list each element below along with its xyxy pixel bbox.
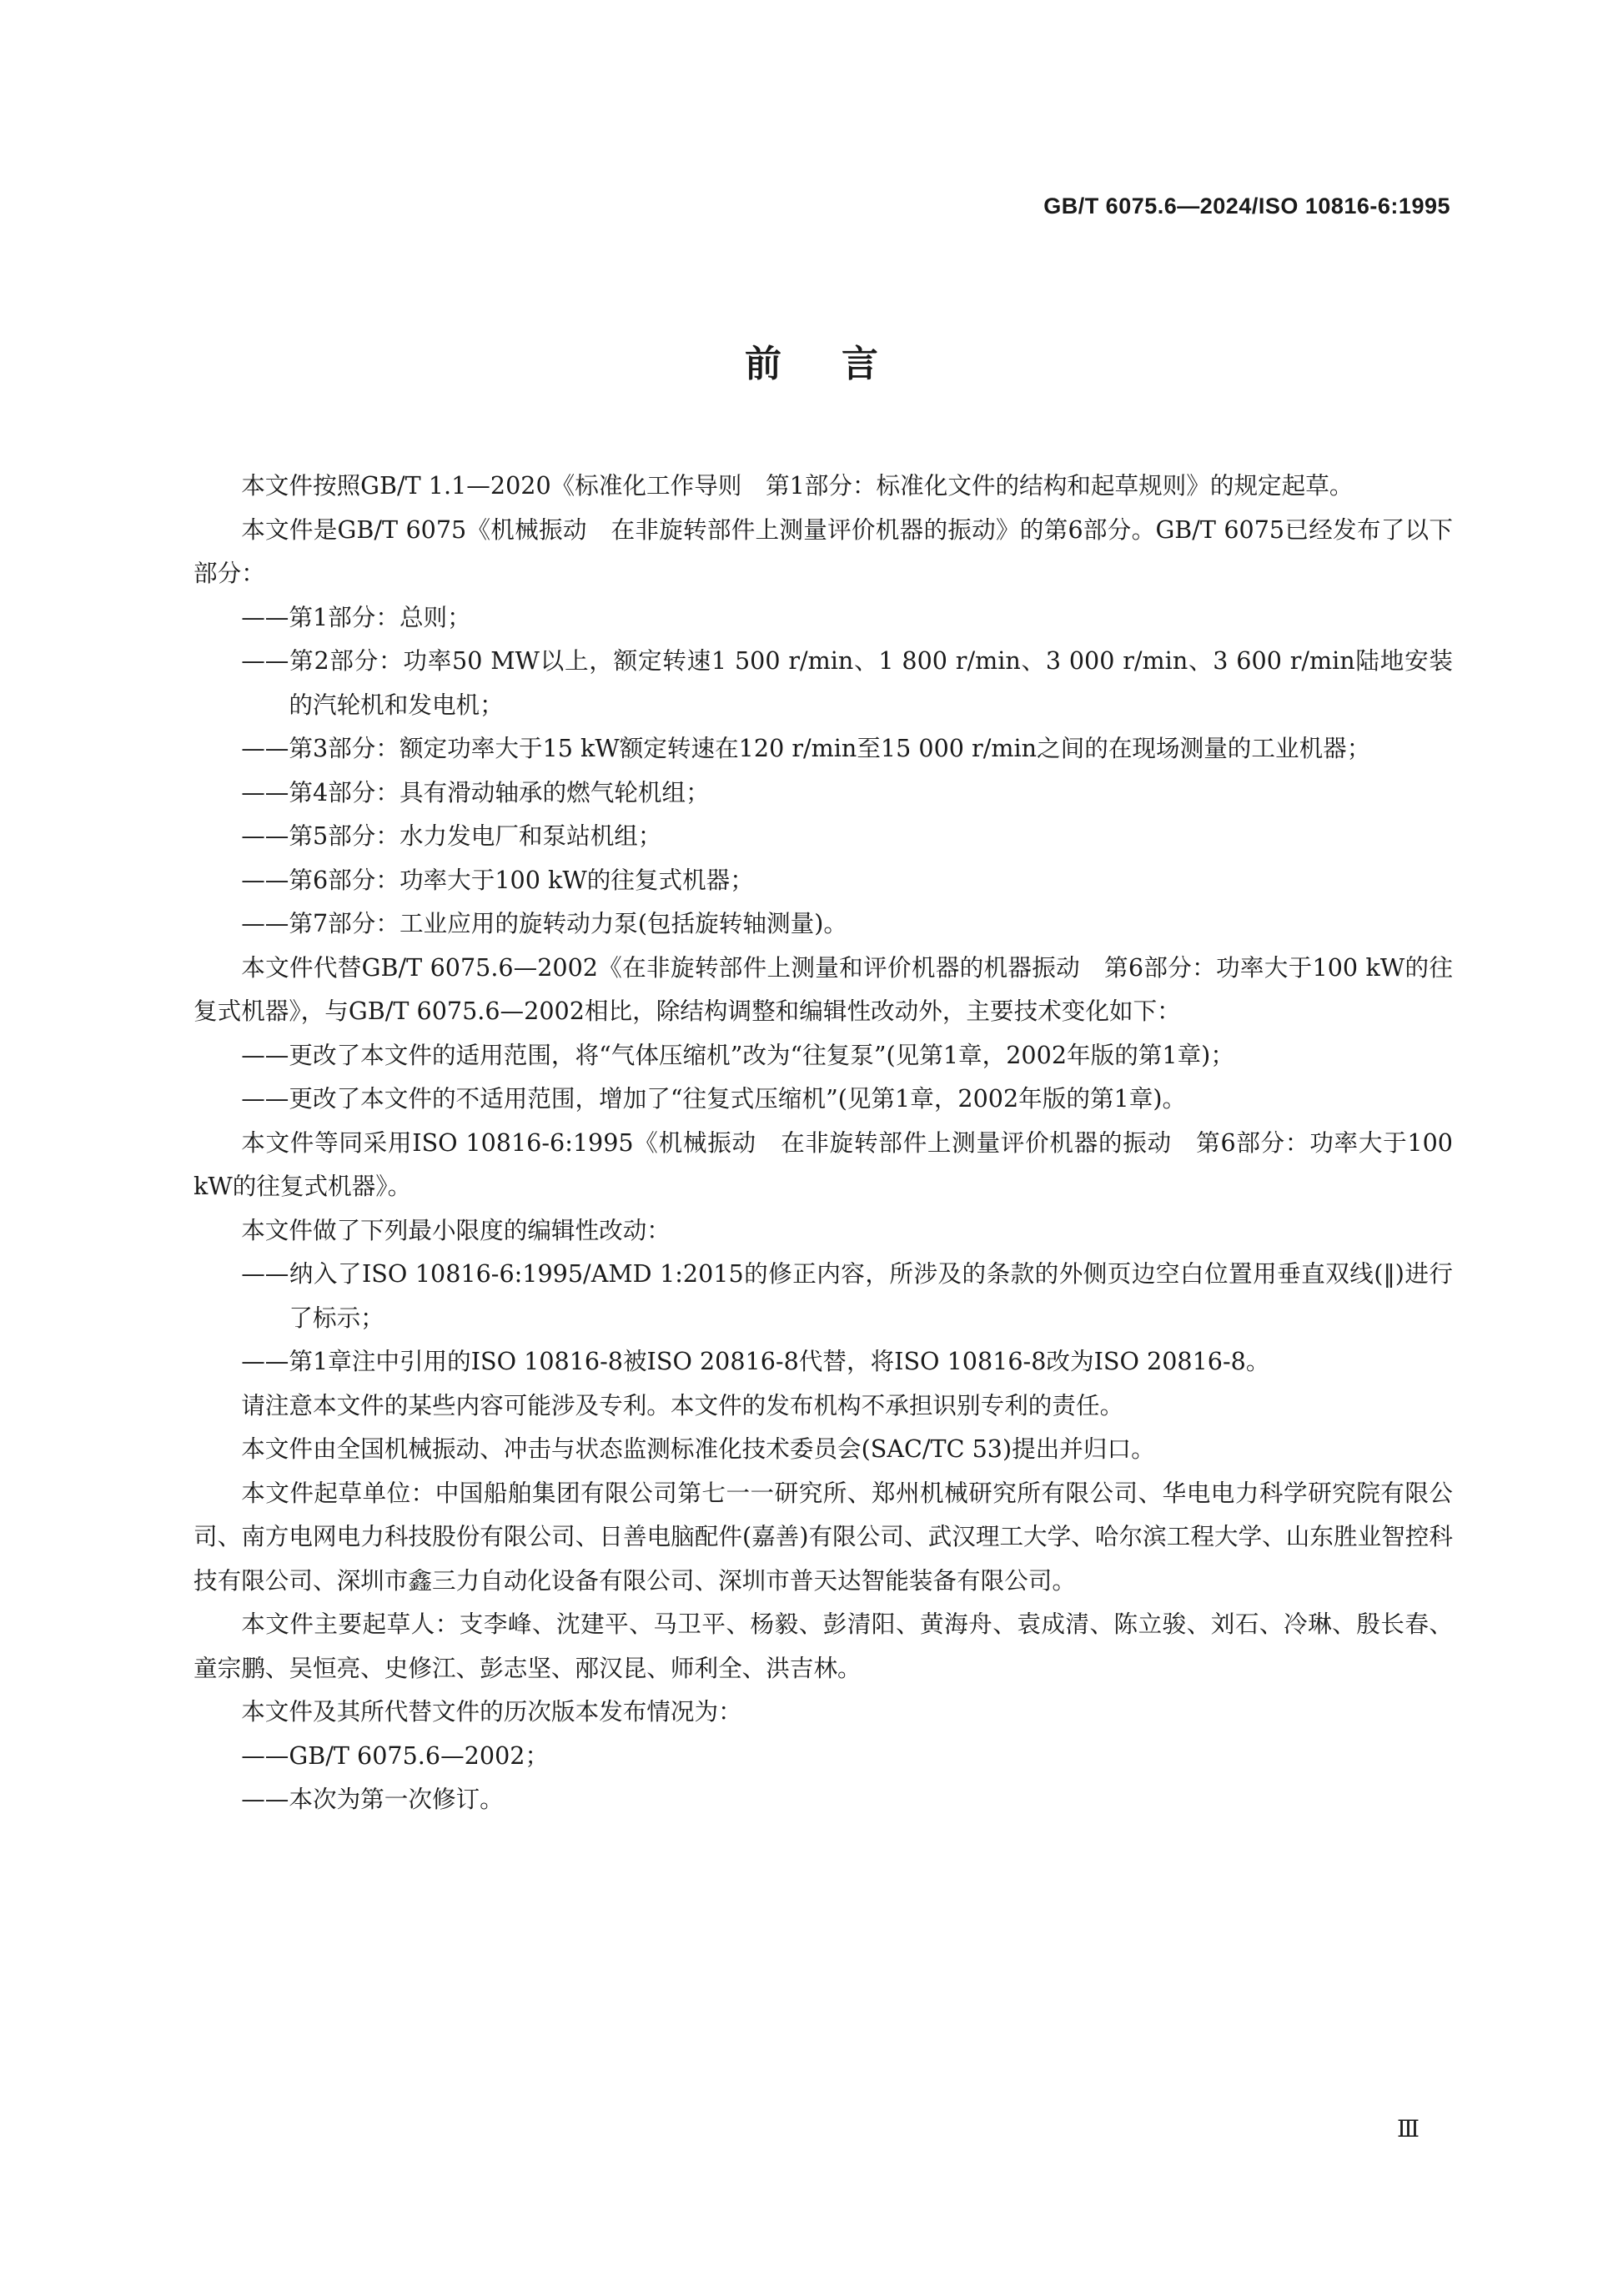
paragraph-editorial-changes: 本文件做了下列最小限度的编辑性改动： xyxy=(241,1215,671,1244)
list-item-first-revision: ——本次为第一次修订。 xyxy=(241,1785,504,1813)
paragraph-drafting-basis: 本文件按照GB/T 1.1—2020《标准化工作导则 第1部分：标准化文件的结构和起草规则》的规定起草。 xyxy=(241,471,1354,500)
list-item-change-exclusion: ——更改了本文件的不适用范围，增加了“往复式压缩机”(见第1章，2002年版的第1章)。 xyxy=(241,1084,1187,1113)
paragraph-version-history: 本文件及其所代替文件的历次版本发布情况为： xyxy=(241,1697,742,1726)
list-item-part-5: ——第5部分：水力发电厂和泵站机组； xyxy=(241,821,662,850)
paragraph-replacement: 本文件代替GB/T 6075.6—2002《在非旋转部件上测量和评价机器的机器振动 第6部分：功率大于100 kW的往复式机器》，与GB/T 6075.6—2002相比，除结构调整和编辑性改动外，主要技术变化如下： xyxy=(193,952,1453,1025)
list-item-part-4: ——第4部分：具有滑动轴承的燃气轮机组； xyxy=(241,777,710,806)
preface-body xyxy=(193,464,1453,1821)
document-code: GB/T 6075.6—2024/ISO 10816-6:1995 xyxy=(1043,193,1450,219)
paragraph-series-intro: 本文件是GB/T 6075《机械振动 在非旋转部件上测量评价机器的振动》的第6部分。GB/T 6075已经发布了以下部分： xyxy=(193,515,1453,587)
paragraph-patent-notice: 请注意本文件的某些内容可能涉及专利。本文件的发布机构不承担识别专利的责任。 xyxy=(241,1390,1124,1419)
list-item-part-6: ——第6部分：功率大于100 kW的往复式机器； xyxy=(241,865,754,894)
paragraph-committee: 本文件由全国机械振动、冲击与状态监测标准化技术委员会(SAC/TC 53)提出并归口。 xyxy=(241,1434,1155,1463)
list-item-amendment: ——纳入了ISO 10816-6:1995/AMD 1:2015的修正内容，所涉及的条款的外侧页边空白位置用垂直双线(‖)进行了标示； xyxy=(241,1259,1453,1332)
list-item-change-scope: ——更改了本文件的适用范围，将“气体压缩机”改为“往复泵”(见第1章，2002年版的第1章)； xyxy=(241,1040,1234,1069)
list-item-part-7: ——第7部分：工业应用的旋转动力泵(包括旋转轴测量)。 xyxy=(241,909,847,937)
list-item-part-2: ——第2部分：功率50 MW以上，额定转速1 500 r/min、1 800 r/min、3 000 r/min、3 600 r/min陆地安装的汽轮机和发电机； xyxy=(241,646,1453,719)
page-title: 前言 xyxy=(745,343,938,385)
list-item-reference-update: ——第1章注中引用的ISO 10816-8被ISO 20816-8代替，将ISO 10816-8改为ISO 20816-8。 xyxy=(241,1347,1270,1375)
list-item-part-3: ——第3部分：额定功率大于15 kW额定转速在120 r/min至15 000 r/min之间的在现场测量的工业机器； xyxy=(241,734,1371,762)
list-item-version-2002: ——GB/T 6075.6—2002； xyxy=(241,1741,550,1770)
list-item-part-1: ——第1部分：总则； xyxy=(241,602,471,631)
page-number: Ⅲ xyxy=(1396,2115,1419,2143)
paragraph-drafting-units: 本文件起草单位：中国船舶集团有限公司第七一一研究所、郑州机械研究所有限公司、华电电力科学研究院有限公司、南方电网电力科技股份有限公司、日善电脑配件(嘉善)有限公司、武汉理工大学、哈尔滨工程大学、山东胜业智控科技有限公司、深圳市鑫三力自动化设备有限公司、深圳市普天达智能装备有限公司。 xyxy=(193,1478,1453,1595)
paragraph-drafters: 本文件主要起草人：支李峰、沈建平、马卫平、杨毅、彭清阳、黄海舟、袁成清、陈立骏、刘石、冷琳、殷长春、童宗鹏、吴恒亮、史修江、彭志坚、邴汉昆、师利全、洪吉林。 xyxy=(193,1610,1453,1682)
paragraph-iso-adoption: 本文件等同采用ISO 10816-6:1995《机械振动 在非旋转部件上测量评价机器的振动 第6部分：功率大于100 kW的往复式机器》。 xyxy=(193,1128,1453,1200)
